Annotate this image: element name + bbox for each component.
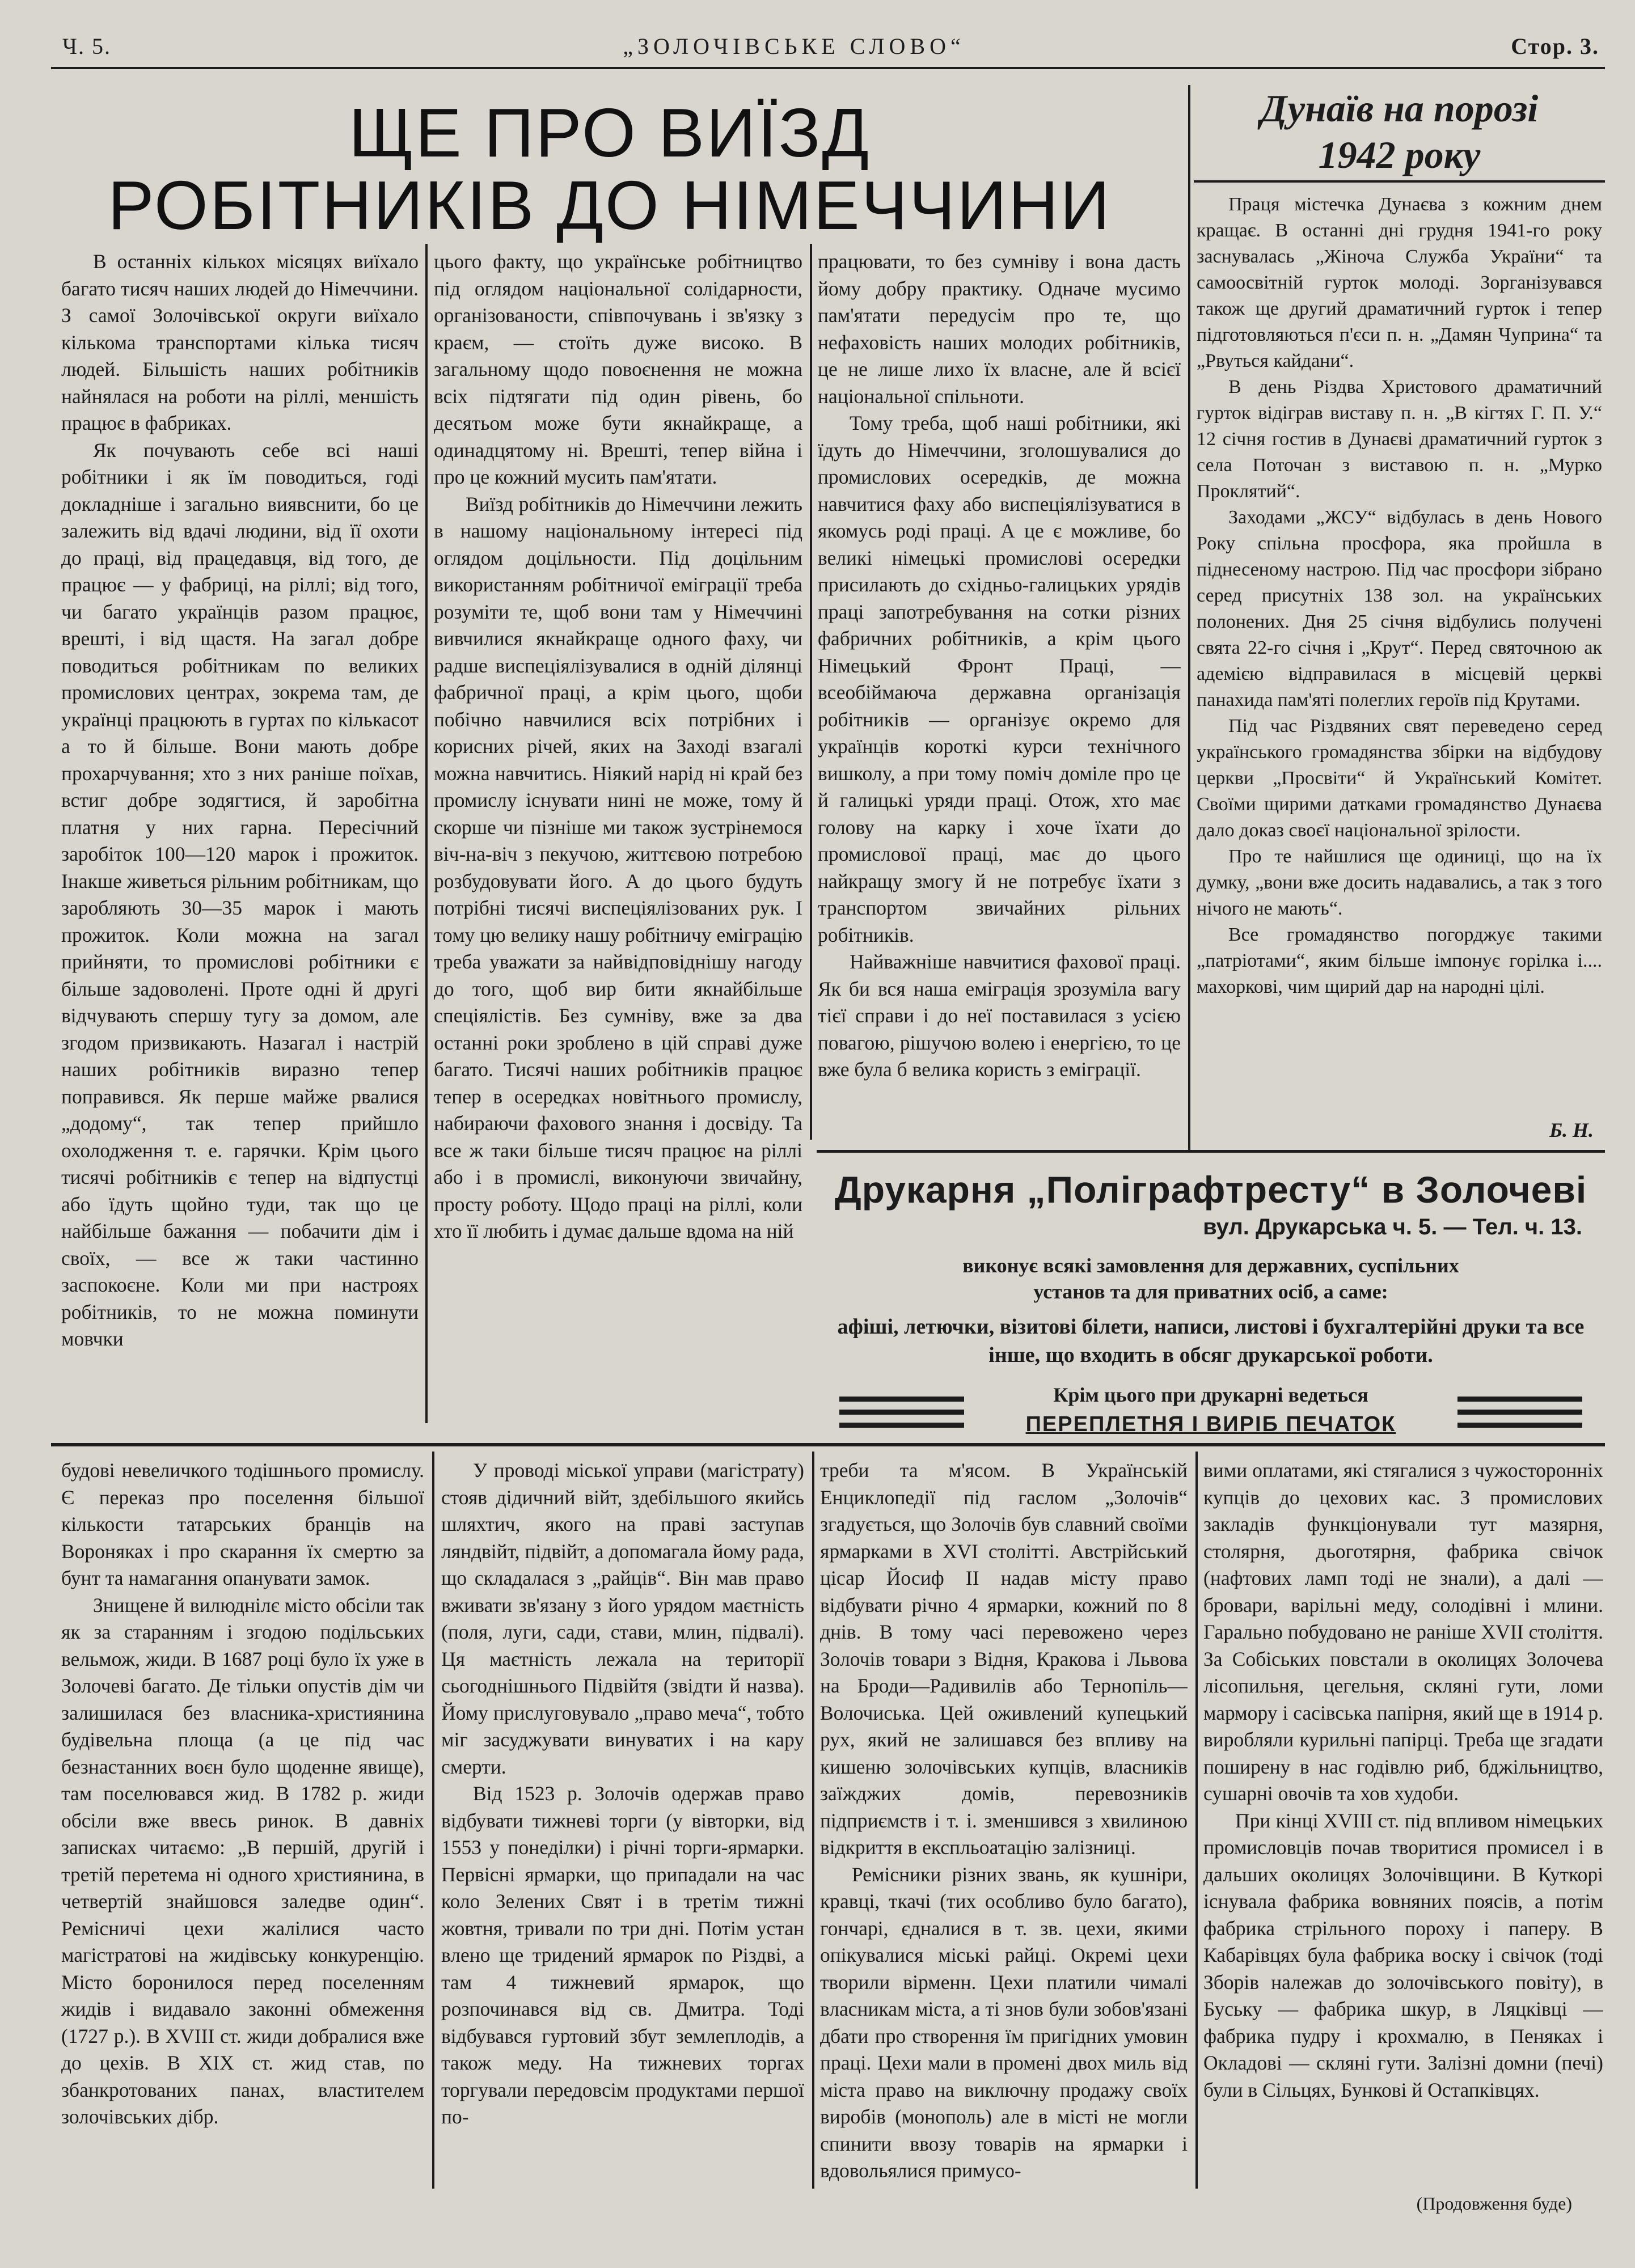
page-number: Стор. 3. (1511, 33, 1599, 59)
paragraph: При кінці XVIII ст. під впливом німецьких промисловців почав творитися промисел і в дальших околицях Золочівщини. В Куткорі існувала фабрика вовняних поясів, а потім фабрика стрільного пороху і паперу. В Кабарівцях була фабрика воску і свічок (тоді Зборів належав до золочівського повіту), в Буську — фабрика шкур, в Ляцківці — фабрика пудру і крохмалю, в Пеняках і Окладові — склянi гути. Залізні домни (печі) були в Сільцях, Бункові й Остапківцях. (1203, 1809, 1603, 2101)
column-divider (425, 244, 428, 1423)
paragraph: працювати, то без сумніву і вона дасть йому добру практику. Одначе мусимо пам'ятати передусім про те, що нефаховість наших молодих робітників, це не лише лихо їх власне, але й всієї національної спільноти. (818, 250, 1181, 408)
paragraph: Праця містечка Дунаєва з кожним днем кращає. В останні дні грудня 1941-го року заснувалась „Жіноча Служба України“ та самоосвітній гурток молоді. Зорганізувався також ще другий драматичний гурток і тепер підготовляються п'єси п. н. „Дамян Чуприна“ та „Рвуться кайдани“. (1197, 194, 1602, 371)
column-divider (432, 1452, 434, 2189)
side-title-line-2: 1942 року (1318, 133, 1481, 176)
paragraph: Найважніше навчитися фахової праці. Як би вся наша еміграція зрозуміла вагу тієї справи і до неї поставилася з усією повагою, рішучою волею і енергією, то це вже була б велика користь з еміграції. (818, 950, 1181, 1081)
main-article-col-1 (61, 248, 419, 1416)
paragraph: Як почувають себе всі наші робітники і як їм поводиться, годі докладніше і загально виявснити, бо це залежить від вдачі людини, від її охоти до праці, від працедавця, від того, де працює — у фабриці, на ріллі; від того, чи багато українців разом працює, врешті, і від щастя. На загал добре поводиться робітникам по великих промислових центрах, зокрема там, де українці працюють в гуртах по кількасот а то й більше. Вони мають добре прохарчування; хто з них раніше поїхав, встиг добре зодягтися, й заробітна платня у них гарна. Пересічний заробіток 100—120 марок і прожиток. Інакше живеться рільним робітникам, що заробляють 30—35 марок і мають прожиток. Коли можна на загал прийняти, то промислові робітники є більше задоволені. Проте одні й другі відчувають спершу тугу за домом, але згодом призвикають. Назагал і настрій наших робітників виразно тепер поправився. Як перше майже рвалися „додому“, так тепер прийшло охолодження т. е. гарячки. Крім цього тисячі робітників є тепер на відпустці або їдуть щойно туди, так що це найбільше бажання — побачити дім і своїх, — все ж таки частинно заспокоєне. Коли ми при настроях робітників, то не можна поминути мовчки (61, 438, 419, 1350)
main-headline-line-2: РОБІТНИКІВ ДО НІМЕЧЧИНИ (108, 167, 1112, 244)
section-rule (51, 1443, 1605, 1446)
ad-address: вул. Друкарська ч. 5. — Тел. ч. 13. (1203, 1215, 1582, 1239)
main-article-col-2 (434, 248, 802, 1416)
paragraph: вими оплатами, які стягалися з чужосторонніх купців до цехових кас. З промислових закладів функціонували тут мазярня, столярня, дьоготярня, фабрика свічок (нафтових ламп тоді не знали), а далі — бровари, варільні меду, солодівні і млини. Гарально побудовано не раніше XVII століття. За Собіських повстали в околицях Золочева лісопильня, цегельня, склянi гути, ломи мармору і сасівська папірня, який ще в 1914 р. виробляли курильні папірці. Треба ще згадати поширену в нас годівлю риб, бджільництво, сушарні овочів та хов худоби. (1203, 1459, 1603, 1805)
paragraph: Про те найшлися ще одиниці, що на їх думку, „вони вже досить надавались, а так з того нічого не мають“. (1197, 846, 1602, 919)
paragraph: Під час Різдвяних свят переведено серед українського громадянства збірки на відбудову церкви „Просвіти“ й Український Комітет. Своїми щирими датками громадянство Дунаєва дало доказ своєї національної зрілости. (1197, 716, 1602, 841)
ad-top-rule (817, 1150, 1605, 1153)
paragraph: Все громадянство погорджує такими „патріотами“, яким більше імпонує горілка і.... махоркові, чим щирий дар на народні цілі. (1197, 924, 1602, 997)
paragraph: У проводі міської управи (магістрату) стояв дідичний війт, здебільшого якийсь шляхтич, якого на праві заступав ляндвійт, підвійт, а допомагала йому рада, що складалася з „райців“. Він мав право вживати зв'язану з його урядом маєтність (поля, луги, сади, стави, млин, підвалі). Ця маєтність лежала на території сьогоднішнього Підвійтя (звідти й назва). Йому прислуговувало „право меча“, тобто міг засуджувати винуватих і на кару смерти. (441, 1459, 804, 1778)
masthead-rule (51, 67, 1605, 69)
paragraph: цього факту, що українське робітництво під оглядом національної солідарности, організованости, співпочувань і зв'язку з краєм, — стоїть дуже високо. В загальному щодо повоєнення не можна всіх підтягати під один рівень, бо десятьом може бути якнайкраще, а одинадцятому ні. Врешті, тепер війна і про це кожний мусить пам'ятати. (434, 250, 802, 488)
paragraph: будові невеличкого тодішнього промислу. Є переказ про поселення більшої кількости татарських бранців на Вороняках і про скарання їх смертю за бунт та намагання опанувати замок. (61, 1459, 424, 1589)
paragraph: Тому треба, щоб наші робітники, які їдуть до Німеччини, зголошувалися до промислових осередків, де можна навчитися фаху або виспеціялізуватися в якомусь роді праці. А це є можливе, бо великі німецькі промислові осередки присилають до східньо-галицьких урядів праці запотребування на сотки різних фабричних робітників, а крім цього Німецький Фронт Праці, — всеобіймаюча державна організація робітників — організує окремо для українців короткі курси технічного вишколу, а при тому поміч доміле про це й галицькі уряди праці. Отож, хто має голову на карку і хоче їхати до промислової праці, має до цього найкращу змогу й не потребує їхати з транспортом звичайних рільних робітників. (818, 412, 1181, 946)
column-divider (1188, 85, 1190, 1151)
continued-note: (Продовження буде) (1416, 2193, 1572, 2214)
main-article-col-3 (818, 248, 1181, 1133)
ad-bars-left (839, 1397, 964, 1436)
issue-number: Ч. 5. (62, 33, 111, 59)
side-title-line-1: Дунаїв на порозі (1260, 87, 1539, 130)
paragraph: Заходами „ЖСУ“ відбулась в день Нового Року спільна просфора, яка пройшла в піднесеному настрою. Під час просфори зібрано серед присутніх 138 зол. на українських полонених. Дня 25 січня відбулись получені свята 22-го січня і „Крут“. Перед святочною ак адемією відправилася в місцевій церкві панахида пам'яті полеглих героїв під Крутами. (1197, 507, 1602, 710)
paragraph: Знищене й вилюднілє місто обсіли так як за старанням і згодою подільських вельмож, жиди. В 1687 році було їх уже в Золочеві багато. Де тільки опустів дім чи залишилася без власника-християнина будівельна площа (а це під час безнастанних воєн було щоденне явище), там поселювався жид. В 1782 р. жиди обсіли вже ввесь ринок. В давніх записках читаємо: „В першій, другій і третій перетема ні одного християнина, в четвертій знайшовся заледве один“. Ремісничі цехи жалілися часто магістратові на жидівську конкуренцію. Місто боронилося перед поселенням жидів і видавало законні обмеження (1727 р.). В XVIII ст. жиди добралися вже до цехів. В XIX ст. жид став, по збанкротованих панах, властителем золочівських дібр. (61, 1593, 424, 2128)
ad-binding-box (817, 1380, 1605, 1453)
column-divider (812, 1452, 814, 2189)
side-article-title (1194, 85, 1605, 178)
paragraph: треби та м'ясом. В Українській Енциклопедії під гаслом „Золочів“ згадується, що Золочів був славний своїми ярмарками в XVI столітті. Австрійський цісар Йосиф ІІ надав місту право відбувати річно 4 ярмарки, кожний по 8 днів. В тому часі перевожено через Золочів товари з Відня, Кракова і Львова на Броди—Радивилів або Тернопіль—Волочиська. Цей оживлений купецький рух, який не залишався без впливу на кишеню золочівських купців, власників заїжджих домів, перевозників підприємств і т. і. зменшився з хвилиною відкриття в експльоатацію залізниці. (820, 1459, 1188, 1859)
column-divider (1195, 1452, 1198, 2189)
main-headline (62, 96, 1157, 242)
paragraph: Від 1523 р. Золочів одержав право відбувати тижневі торги (у вівторки, від 1553 у понеділки) і річні торги-ярмарки. Первісні ярмарки, що припадали на час коло Зелених Свят і в третім тижні жовтня, тривали по три дні. Потім устан влено ще тридений ярмарок по Різдві, а там 4 тижневий ярмарок, що розпочинався від св. Дмитра. Тоді відбувався гуртовий збут землеплодів, а також меду. На тижневих торгах торгували передовсім продуктами першої по- (441, 1782, 804, 2128)
side-article-signature: Б. Н. (1549, 1119, 1594, 1141)
ad-intro: виконує всякі замовлення для державних, суспільних установ та для приватних осіб, а саме: (962, 1254, 1459, 1303)
side-title-rule (1194, 180, 1605, 183)
ad-services: афіші, летючки, візитові білети, написи, листові і бухгалтерійні друки та все інше, що входить в обсяг друкарської роботи. (837, 1315, 1585, 1367)
lower-article-col-4 (1203, 1457, 1603, 2183)
paragraph: В день Різдва Христового драматичний гурток відіграв виставу п. н. „В кігтях Г. П. У.“ 12 січня гостив в Дунаєві драматичний гурток з села Поточан з виставою п. н. „Мурко Проклятий“. (1197, 376, 1602, 502)
paragraph: Виїзд робітників до Німеччини лежить в нашому національному інтересі під оглядом доцільности. Під доцільним використанням робітничої еміграції треба розуміти те, щоб вони там у Німеччині вивчилися якнайкраще одного фаху, чи радше виспеціялізувалися в одній ділянці фабричної праці, а крім цього, щоби побічно навчилися всіх потрібних і корисних річей, яких на Заході взагалі можна навчитись. Ніякий нарід ні край без промислу існувати нині не може, тому й скорше чи пізніше ми також зустрінемося віч-на-віч з пекучою, життєвою потребою розбудовувати його. А до цього будуть потрібні тисячі виспеціялізованих рук. І тому цю велику нашу робітничу еміграцію треба уважати за найвідповіднішу нагоду до того, щоб вир бити якнайбільше спеціялістів. Без сумніву, вже за два останні роки зроблено в цій справі дуже багато. Тисячі наших робітників працює тепер в осередках новітнього промислу, набираючи фахового знання і досвіду. Та все ж таки більше тисяч працює на ріллі або і в промислі, виконуючи звичайну, просту роботу. Щодо праці на ріллі, коли хто її любить і думає дальше вдома на ній (434, 492, 802, 1242)
newspaper-name: „ЗОЛОЧІВСЬКЕ СЛОВО“ (623, 33, 965, 59)
lower-article-col-1 (61, 1457, 424, 2183)
ad-title: Друкарня „Поліграфтресту“ в Золочеві (834, 1169, 1587, 1211)
paragraph: В останніх кількох місяцях виїхало багато тисяч наших людей до Німеччини. З самої Золочівської округи виїхало кількома транспортами кілька тисяч людей. Більшість наших робітників найнялася на роботи на ріллі, меншість працює в фабриках. (61, 250, 419, 434)
column-divider (810, 244, 812, 1140)
printing-house-ad (817, 1168, 1605, 1440)
lower-article-col-3 (820, 1457, 1188, 2183)
lower-article-col-2 (441, 1457, 804, 2183)
ad-extra: Крім цього при друкарні ведеться (1053, 1383, 1368, 1406)
ad-extra-main: ПЕРЕПЛЕТНЯ І ВИРІБ ПЕЧАТОК (1025, 1412, 1396, 1436)
paragraph: Ремісники різних звань, як кушніри, кравці, ткачі (тих особливо було багато), гончарі, єдналися в т. зв. цехи, якими опікувалися міські райці. Окремі цехи творили вірменн. Цехи платили чималі власникам міста, а ті знов були зобов'язані дбати про створення їм пригідних умовин праці. Цехи мали в промені двох миль від міста право на виключну продажу своїх виробів (монополь) але в місті не могли спинити ввозу товарів на ярмарки і вдовольялися примусо- (820, 1863, 1188, 2182)
ad-bars-right (1457, 1397, 1582, 1436)
main-headline-line-1: ЩЕ ПРО ВИЇЗД (348, 94, 871, 171)
side-article-body (1197, 192, 1602, 1105)
